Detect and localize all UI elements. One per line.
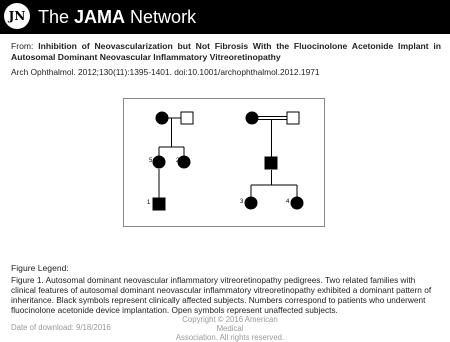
brand-name [38,7,196,27]
jama-network-logo: JN [4,3,30,29]
patient-number-label: 2 [176,158,180,164]
pedigree-figure [123,98,325,227]
brand-prefix: The [38,7,75,27]
download-date-label: Date of download: [11,323,74,332]
unaffected-male-symbol [287,112,299,124]
patient-number-label: 5 [149,158,153,164]
patient-number-label: 3 [240,199,244,205]
patient-4-symbol [291,197,303,209]
patient-5-symbol [153,156,165,168]
patient-1-symbol [153,198,165,210]
affected-female-symbol [246,112,258,124]
affected-female-symbol [156,112,168,124]
article-title: Inhibition of Neovascularization but Not Fibrosis With the Fluocinolone Acetonide Implant in Autosomal Dominant Neovascular Inflammatory Vitreoretinopathy [11,41,442,62]
unaffected-male-symbol [181,112,193,124]
download-date [11,323,111,332]
download-date-value: 9/18/2016 [76,323,111,332]
patient-2-symbol [178,156,190,168]
figure-legend-heading: Figure Legend: [11,263,69,273]
copyright-line-1: Copyright © 2016 American Medical [182,315,278,333]
brand-suffix: Network [125,7,197,27]
patient-number-label: 1 [147,200,151,206]
patient-number-label: 4 [286,199,290,205]
affected-male-symbol [265,157,277,169]
figure-legend-text: Figure 1. Autosomal dominant neovascular inflammatory vitreoretinopathy pedigrees. Two related families with clinical features of autosomal dominant neovascular inflammatory vitreoretinopathy exhibited a dominant pattern of inheritance. Black symbols represent clinically affected subjects. Numbers correspond to patients who underwent fluocinolone acetonide device implantation. Open symbols represent unaffected subjects. [11,275,432,315]
article-citation: Arch Ophthalmol. 2012;130(11):1395-1401. doi:10.1001/archophthalmol.2012.1971 [11,67,320,77]
site-header [0,0,450,34]
pedigree-chart [124,99,324,226]
brand-strong: JAMA [74,7,126,27]
source-article [11,41,441,63]
from-label: From: [11,41,34,51]
patient-3-symbol [245,197,257,209]
copyright-line-2: Association. All rights reserved. [175,333,285,342]
